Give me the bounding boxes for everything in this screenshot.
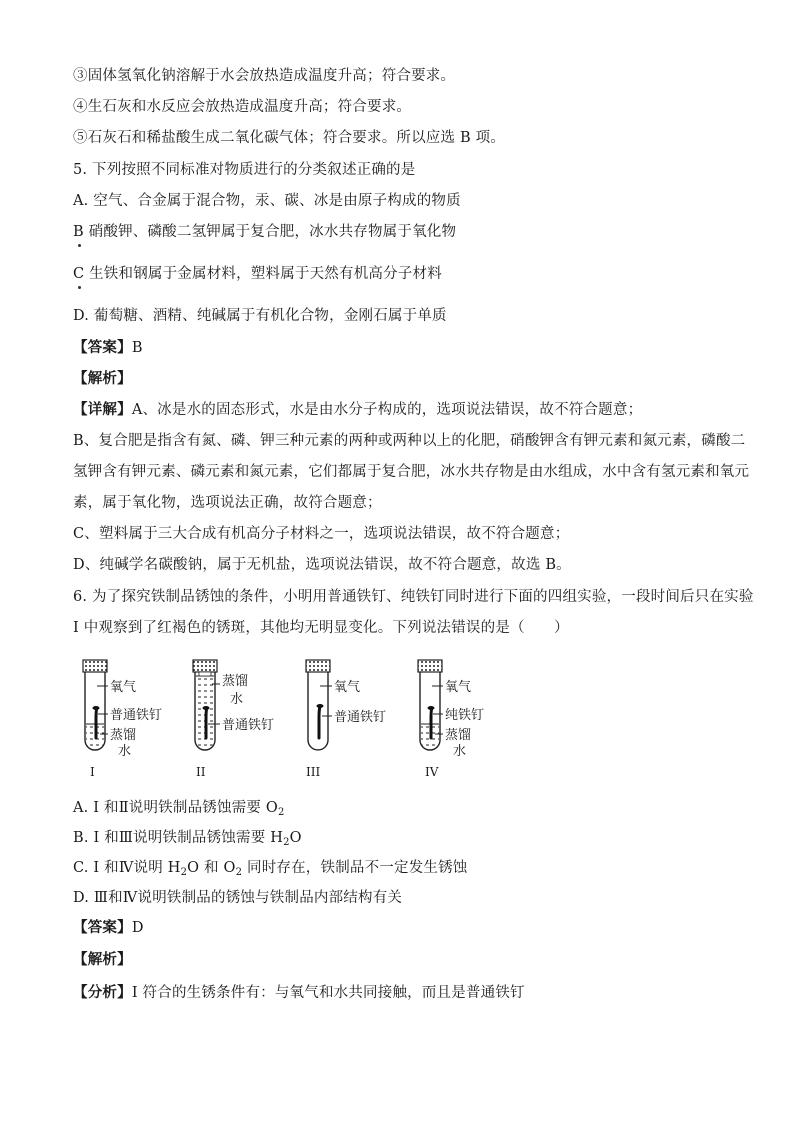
q5-option-b: B 硝酸钾、磷酸二氢钾属于复合肥，冰水共存物属于氧化物 <box>73 224 457 240</box>
answer-value: D <box>131 920 144 936</box>
subscript: 2 <box>283 837 290 848</box>
q4-line-4: ④生石灰和水反应会放热造成温度升高；符合要求。 <box>73 99 412 115</box>
tube3-roman: III <box>306 765 321 779</box>
nail-icon <box>431 708 432 738</box>
q4-line-5: ⑤石灰石和稀盐酸生成二氧化碳气体；符合要求。所以应选 B 项。 <box>73 130 506 146</box>
q5-analysis-heading <box>73 369 734 389</box>
q6-analysis-heading <box>73 950 734 970</box>
stopper-icon <box>193 660 217 672</box>
q5-detail-b-2: 氢钾含有钾元素、磷元素和氮元素，它们都属于复合肥，冰水共存物是由水组成，水中含有氢元素和氧元 <box>73 464 750 480</box>
tube2-label-nail: 普通铁钉 <box>222 718 275 733</box>
fenxi-tag: 【分析】 <box>73 984 132 1001</box>
tube4-roman: IV <box>425 765 439 779</box>
q5-detail-b-3: 素，属于氧化物，选项说法正确，故符合题意； <box>73 495 382 511</box>
q6-answer <box>73 918 734 938</box>
nail-icon <box>96 708 97 738</box>
tube1-label-water1: 蒸馏 <box>110 728 137 743</box>
answer-tag: 【答案】 <box>73 919 132 936</box>
q5-answer <box>73 338 734 358</box>
subscript: 2 <box>277 807 285 818</box>
bullet-dot <box>78 244 81 247</box>
nail-icon <box>206 708 207 738</box>
detail-a-text: A、冰是水的固态形式，水是由水分子构成的，选项说法错误，故不符合题意； <box>131 402 643 418</box>
tube2-label-water2: 水 <box>230 692 244 707</box>
tube4-label-water1: 蒸馏 <box>445 728 472 743</box>
q6-option-b <box>73 828 734 848</box>
q5-detail-c: C、塑料属于三大合成有机高分子材料之一，选项说法错误，故不符合题意； <box>73 526 570 542</box>
option-c-suffix: 同时存在，铁制品不一定发生锈蚀 <box>242 860 468 876</box>
q5-option-c: C 生铁和钢属于金属材料，塑料属于天然有机高分子材料 <box>73 266 442 282</box>
stopper-icon <box>306 660 330 672</box>
analysis-tag: 【解析】 <box>73 370 132 387</box>
option-b-text: B. I 和Ⅲ说明铁制品锈蚀需要 H <box>73 830 284 846</box>
subscript: 2 <box>180 867 188 878</box>
analysis-tag: 【解析】 <box>73 951 132 968</box>
tube-1 <box>83 660 162 779</box>
tube1-roman: I <box>90 765 95 779</box>
stopper-icon <box>83 660 107 672</box>
q5-stem: 5. 下列按照不同标准对物质进行的分类叙述正确的是 <box>73 162 416 178</box>
tube1-label-nail: 普通铁钉 <box>110 708 163 723</box>
subscript: 2 <box>235 867 243 878</box>
q5-option-d: D. 葡萄糖、酒精、纯碱属于有机化合物，金刚石属于单质 <box>73 308 447 324</box>
q4-line-3: ③固体氢氧化钠溶解于水会放热造成温度升高；符合要求。 <box>73 68 456 84</box>
option-a-text: A. I 和Ⅱ说明铁制品锈蚀需要 O <box>73 800 278 816</box>
tube1-label-oxygen: 氧气 <box>110 680 137 695</box>
answer-value: B <box>131 340 143 356</box>
fenxi-text: I 符合的生锈条件有：与氧气和水共同接触，而且是普通铁钉 <box>131 985 525 1001</box>
option-c-mid: O 和 O <box>187 860 236 876</box>
q6-stem-1: 6. 为了探究铁制品锈蚀的条件，小明用普通铁钉、纯铁钉同时进行下面的四组实验，一段时间后只在实验 <box>73 589 754 605</box>
q6-fenxi <box>73 983 734 1003</box>
test-tube-figure <box>0 652 794 787</box>
stopper-icon <box>418 660 442 672</box>
tube-3 <box>306 660 386 779</box>
tube4-label-nail: 纯铁钉 <box>445 708 485 723</box>
q6-option-c <box>73 858 734 878</box>
tube-4 <box>418 660 484 779</box>
tube2-roman: II <box>196 765 206 779</box>
tube2-label-water1: 蒸馏 <box>222 674 249 689</box>
option-c-text: C. I 和Ⅳ说明 H <box>73 860 181 876</box>
q5-detail-a <box>73 400 734 420</box>
q6-option-a <box>73 798 734 818</box>
option-b-suffix: O <box>289 830 302 846</box>
q6-option-d: D. Ⅲ和Ⅳ说明铁制品的锈蚀与铁制品内部结构有关 <box>73 890 403 906</box>
oil-layer-icon <box>199 672 211 676</box>
tube3-label-oxygen: 氧气 <box>334 680 361 695</box>
bullet-dot <box>78 286 81 289</box>
q5-option-a: A. 空气、合金属于混合物，汞、碳、冰是由原子构成的物质 <box>73 193 461 209</box>
q6-stem-2: I 中观察到了红褐色的锈斑，其他均无明显变化。下列说法错误的是（ ） <box>73 620 569 636</box>
tube4-label-oxygen: 氧气 <box>445 680 472 695</box>
tube1-label-water2: 水 <box>118 744 132 759</box>
q5-detail-b-1: B、复合肥是指含有氮、磷、钾三种元素的两种或两种以上的化肥，硝酸钾含有钾元素和氮元素，磷酸二 <box>73 433 746 449</box>
q5-detail-d: D、纯碱学名碳酸钠，属于无机盐，选项说法错误，故不符合题意，故选 B。 <box>73 557 571 573</box>
nail-icon <box>319 706 320 738</box>
answer-tag: 【答案】 <box>73 339 132 356</box>
tube-2 <box>193 660 274 779</box>
tube3-label-nail: 普通铁钉 <box>334 710 387 725</box>
detail-tag: 【详解】 <box>73 401 132 418</box>
tube4-label-water2: 水 <box>453 744 467 759</box>
